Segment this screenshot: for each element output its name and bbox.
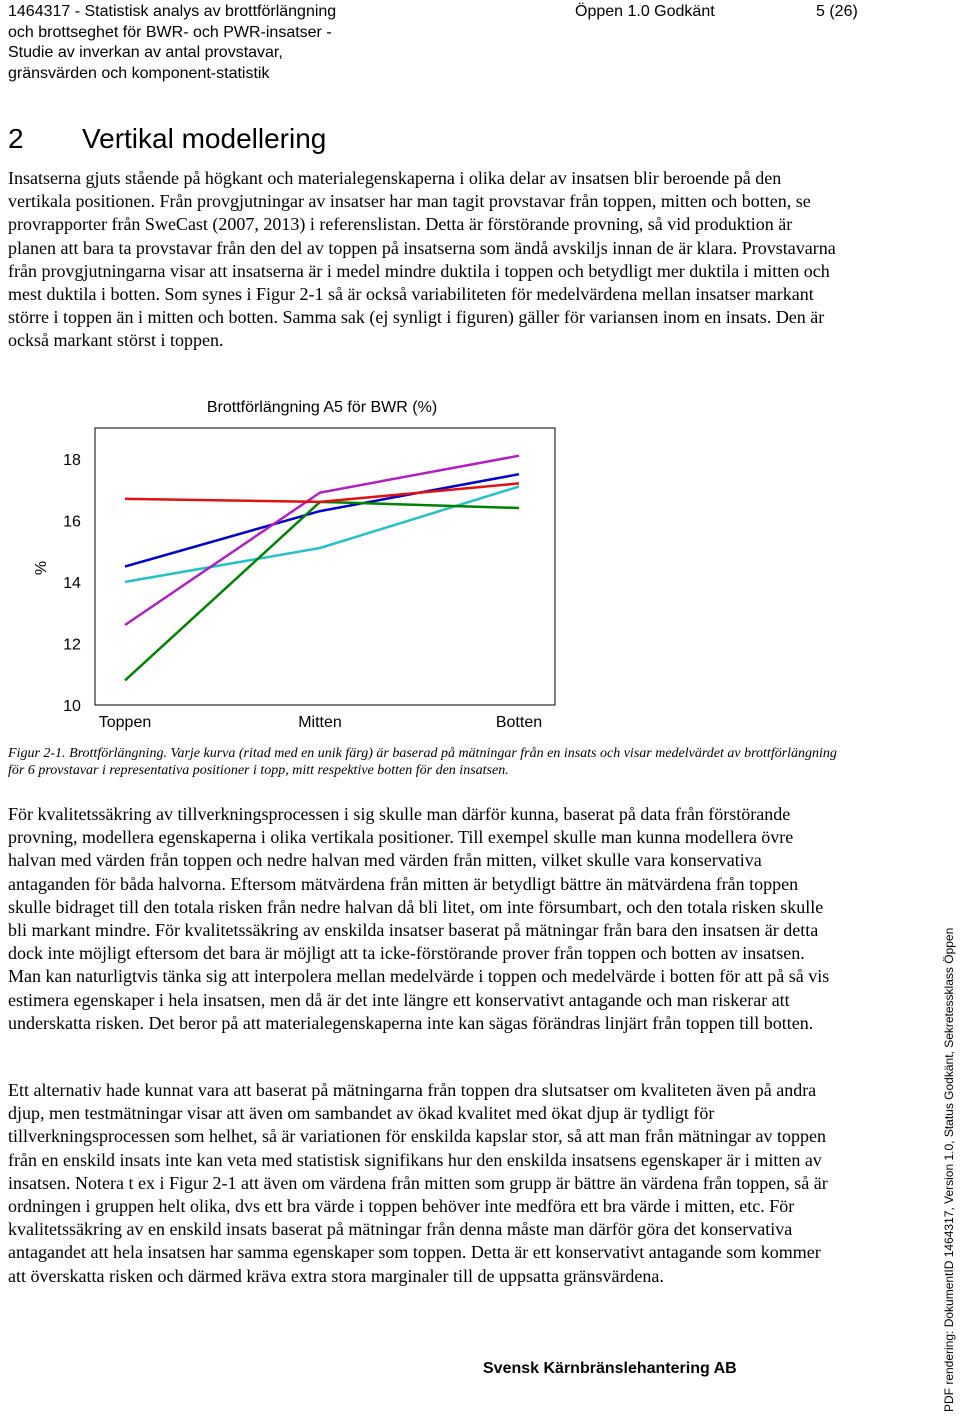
y-tick-label: 12	[63, 636, 81, 654]
y-axis-label: %	[33, 560, 50, 576]
body-paragraph: Insatserna gjuts stående på högkant och materialegenskaperna i olika delar av insatsen blir beroende på den vertikala positionen. Från provgjutningar av insatser har man tagit provstavar från toppen, mitten och botten, se provrapporter från SweCast (2007, 2013) i referenslistan. Detta är förstörande provning, så vid produktion är planen att bara ta provstavar från den del av toppen på insatserna som ändå avskiljs innan de är klara. Provstavarna från provgjutningarna visar att insatserna är i medel mindre duktila i toppen och betydligt mer duktila i mitten och mest duktila i botten. Som synes i Figur 2-1 så är också variabiliteten för medelvärdena mellan insatser markant större i toppen än i mitten och botten. Samma sak (ej synligt i figuren) gäller för variansen inom en insats. Den är också markant störst i toppen.	[8, 168, 836, 351]
x-tick-label: Botten	[495, 714, 543, 731]
chart-title: Brottförlängning A5 för BWR (%)	[206, 399, 438, 416]
section-title: Vertikal modellering	[82, 123, 327, 154]
figure-caption	[8, 745, 838, 779]
footer-company: Svensk Kärnbränslehantering AB	[483, 1360, 737, 1377]
body-paragraph: Ett alternativ hade kunnat vara att baserat på mätningarna från toppen dra slutsatser om kvaliteten även på andra djup, men testmätningar visar att även om sambandet av ökad kvalitet med ökat djup är tydligt för tillverkningsprocessen som helhet, så är variationen för enskilda kapslar stor, så att man från mätningar av toppen från en enskild insats inte kan veta med statistisk signifikans hur den enskilda insatsens egenskaper är i mitten av insatsen. Notera t ex i Figur 2-1 att även om värdena från mitten som grupp är bättre än värdena från toppen, så är ordningen i gruppen helt olika, dvs ett bra värde i toppen behöver inte medföra ett bra värde i mitten, etc. För kvalitetssäkring av en enskild insats baserat på mätningar från denna måste man därför göra det konservativa antagandet att hela insatsen har samma egenskaper som toppen. Detta är ett konservativt antagande som kommer att överskatta risken och därmed kräva extra stora marginaler till de uppsatta gränsvärdena.	[8, 1080, 828, 1286]
series-line	[125, 456, 519, 625]
figure-caption-text: Brottförlängning. Varje kurva (ritad med en unik färg) är baserad på mätningar från en insats och visar medelvärdet av brottförlängning för 6 provstavar i representativa positioner i topp, mitt respektive botten för den insatsen.	[8, 746, 837, 779]
y-tick-label: 16	[63, 513, 81, 531]
figure-caption-label: Figur 2-1.	[8, 746, 66, 761]
document-title-line: Studie av inverkan av antal provstavar,	[8, 44, 283, 61]
line-chart	[0, 390, 600, 740]
rendering-info-sidebar: PDF rendering: DokumentID 1464317, Version 1.0, Status Godkänt, Sekretessklass Öppen	[942, 927, 956, 1412]
section-heading	[8, 122, 326, 156]
document-title-line: gränsvärden och komponent-statistik	[8, 64, 270, 82]
x-tick-label: Mitten	[298, 714, 342, 731]
document-title	[8, 2, 428, 84]
y-tick-label: 18	[63, 451, 81, 469]
y-tick-label: 14	[63, 574, 81, 592]
document-title-line: 1464317 - Statistisk analys av brottförlängning	[8, 3, 337, 20]
document-title-line: och brottseghet för BWR- och PWR-insatser -	[8, 23, 332, 41]
y-tick-label: 10	[63, 698, 81, 715]
page-number: 5 (26)	[816, 3, 858, 20]
body-paragraph: För kvalitetssäkring av tillverkningsprocessen i sig skulle man därför kunna, baserat på data från förstörande provning, modellera egenskaperna i olika vertikala positioner. Till exempel skulle man kunna modellera övre halvan med värden från toppen och nedre halvan med värden från mitten, vilket skulle vara konservativa antaganden för båda halvorna. Eftersom mätvärdena från mitten är betydligt bättre än mätvärdena från toppen skulle bidraget till den totala risken från nedre halvan då bli litet, om inte försumbart, och den totala risken skulle bli markant mindre. För kvalitetssäkring av enskilda insatser baserat på mätningar från bara den insatsen är detta dock inte möjligt eftersom det bara är möjligt att ta icke-förstörande prover från toppen och botten av insatsen. Man kan naturligtvis tänka sig att interpolera mellan medelvärde i toppen och medelvärde i botten för att på så vis estimera egenskaper i hela insatsen, men då är det inte längre ett konservativt antagande och man riskerar att underskatta risken. Det beror på att materialegenskaperna inte kan sägas förändras linjärt från toppen till botten.	[8, 804, 830, 1033]
document-status: Öppen 1.0 Godkänt	[575, 3, 715, 20]
x-tick-label: Toppen	[98, 714, 152, 731]
plot-frame	[95, 428, 555, 705]
series-line	[125, 502, 519, 681]
section-number: 2	[8, 123, 24, 154]
